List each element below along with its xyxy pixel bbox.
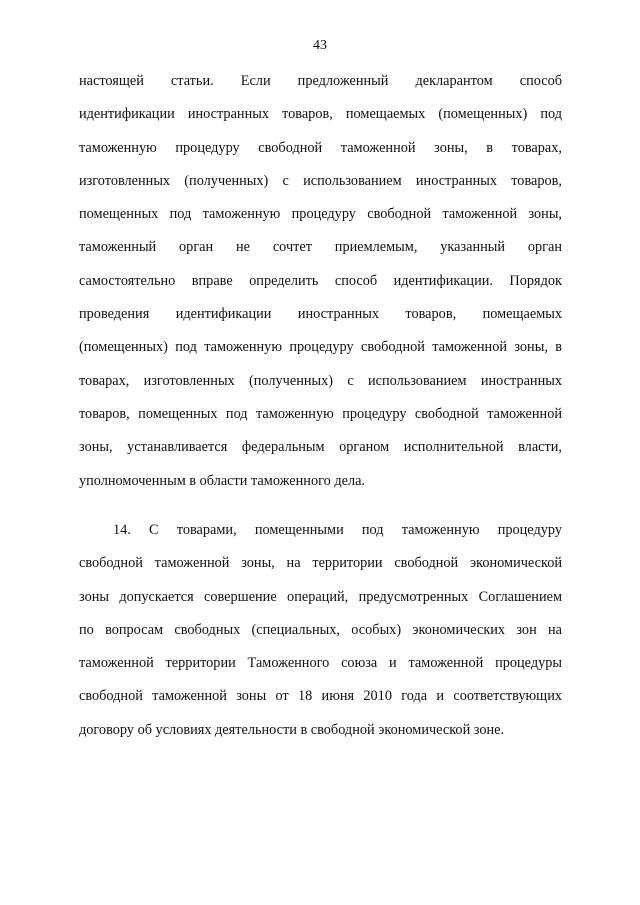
text-line: идентификации иностранных товаров, помещаемых (помещенных) под — [79, 106, 562, 123]
text-line: по вопросам свободных (специальных, особых) экономических зон на — [79, 621, 562, 638]
text-line: настоящей статьи. Если предложенный декларантом способ — [79, 73, 562, 89]
text-line: свободной таможенной зоны от 18 июня 2010 года и соответствующих — [79, 688, 562, 705]
text-line: изготовленных (полученных) с использованием иностранных товаров, — [79, 172, 562, 189]
text-line: товарах, изготовленных (полученных) с использованием иностранных — [79, 372, 562, 389]
text-line: товаров, помещенных под таможенную процедуру свободной таможенной — [79, 405, 562, 422]
text-line: проведения идентификации иностранных товаров, помещаемых — [79, 306, 562, 323]
text-line: помещенных под таможенную процедуру свободной таможенной зоны, — [79, 206, 562, 223]
text-line: уполномоченным в области таможенного дела. — [79, 472, 365, 489]
paragraph-2 — [79, 522, 562, 739]
text-line: 14. С товарами, помещенными под таможенную процедуру — [113, 522, 562, 538]
text-line: (помещенных) под таможенную процедуру свободной таможенной зоны, в — [79, 339, 562, 356]
paragraph-1 — [79, 73, 562, 490]
text-line: таможенный орган не сочтет приемлемым, указанный орган — [79, 239, 562, 256]
text-line: зоны, устанавливается федеральным органом исполнительной власти, — [79, 439, 562, 456]
text-line: самостоятельно вправе определить способ идентификации. Порядок — [79, 272, 562, 289]
text-line: зоны допускается совершение операций, предусмотренных Соглашением — [79, 588, 562, 605]
text-line: таможенной территории Таможенного союза и таможенной процедуры — [79, 655, 562, 672]
text-line: договору об условиях деятельности в свободной экономической зоне. — [79, 721, 505, 738]
text-line: свободной таможенной зоны, на территории свободной экономической — [79, 555, 562, 572]
text-line: таможенную процедуру свободной таможенной зоны, в товарах, — [79, 139, 562, 156]
page-number: 43 — [313, 38, 327, 53]
